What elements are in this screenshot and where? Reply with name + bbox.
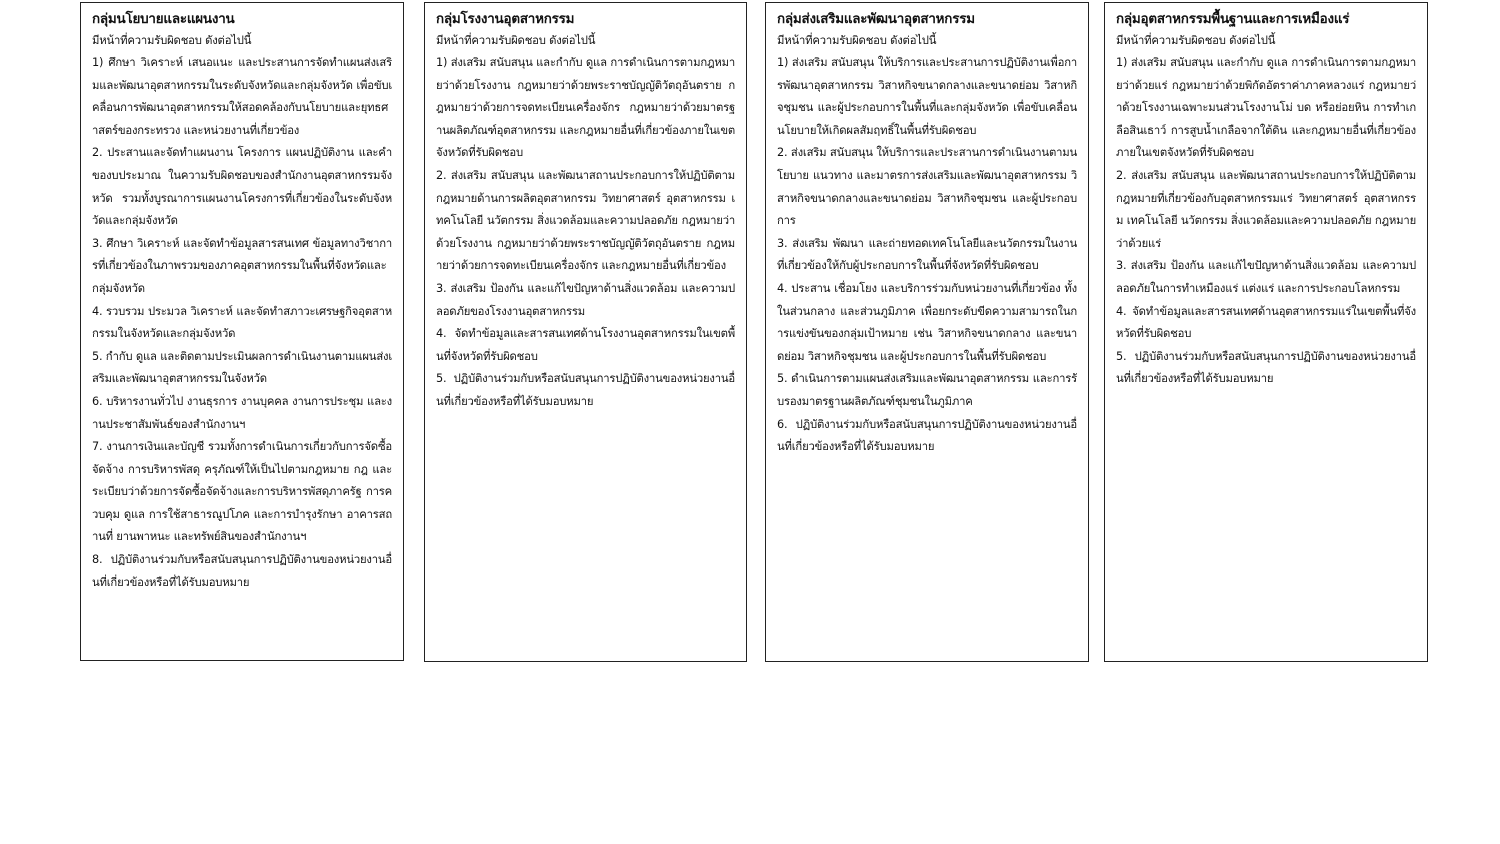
duty-item: 2. ส่งเสริม สนับสนุน และพัฒนาสถานประกอบการให้ปฏิบัติตามกฎหมายที่เกี่ยวข้องกับอุตสาหกรรมแร่ วิทยาศาสตร์ อุตสาหกรรม เทคโนโลยี นวัตกรรม สิ่งแวดล้อมและความปลอดภัย กฎหมายว่าด้วยแร่ [1116,168,1416,250]
duty-item: 2. ส่งเสริม สนับสนุน และพัฒนาสถานประกอบการให้ปฏิบัติตามกฎหมายด้านการผลิตอุตสาหกรรม วิทยาศาสตร์ อุตสาหกรรม เทคโนโลยี นวัตกรรม สิ่งแวดล้อมและความปลอดภัย กฎหมายว่าด้วยโรงงาน กฎหมายว่าด้วยพระราชบัญญัติวัตถุอันตราย กฎหมายว่าด้วยการจดทะเบียนเครื่องจักร และกฎหมายอื่นที่เกี่ยวข้อง [436,168,735,273]
duty-item: 6. ปฏิบัติงานร่วมกับหรือสนับสนุนการปฏิบัติงานของหน่วยงานอื่นที่เกี่ยวข้องหรือที่ได้รับมอบหมาย [777,417,1077,454]
panel-title: กลุ่มโรงงานอุตสาหกรรม [436,12,575,27]
duty-list [436,52,735,414]
duty-list [777,52,1077,459]
duty-item: 3. ส่งเสริม ป้องกัน และแก้ไขปัญหาด้านสิ่งแวดล้อม และความปลอดภัยของโรงงานอุตสาหกรรม [436,281,735,318]
panel-title: กลุ่มอุตสาหกรรมพื้นฐานและการเหมืองแร่ [1116,12,1350,27]
duty-item: 5. กำกับ ดูแล และติดตามประเมินผลการดำเนินงานตามแผนส่งเสริมและพัฒนาอุตสาหกรรมในจังหวัด [92,349,392,386]
duty-item: 4. รวบรวม ประมวล วิเคราะห์ และจัดทำสภาวะเศรษฐกิจอุตสาหกรรมในจังหวัดและกลุ่มจังหวัด [92,304,392,341]
panel-title: กลุ่มส่งเสริมและพัฒนาอุตสาหกรรม [777,12,975,27]
panel-intro: มีหน้าที่ความรับผิดชอบ ดังต่อไปนี้ [92,34,252,47]
duty-item: 5. ปฏิบัติงานร่วมกับหรือสนับสนุนการปฏิบัติงานของหน่วยงานอื่นที่เกี่ยวข้องหรือที่ได้รับมอบหมาย [1116,349,1416,386]
duty-item: 2. ส่งเสริม สนับสนุน ให้บริการและประสานการดำเนินงานตามนโยบาย แนวทาง และมาตรการส่งเสริมและพัฒนาอุตสาหกรรม วิสาหกิจขนาดกลางและขนาดย่อม วิสาหกิจชุมชน และผู้ประกอบการ [777,146,1077,228]
duty-item: 7. งานการเงินและบัญชี รวมทั้งการดำเนินการเกี่ยวกับการจัดซื้อ จัดจ้าง การบริหารพัสดุ ครุภัณฑ์ให้เป็นไปตามกฎหมาย กฎ และระเบียบว่าด้วยการจัดซื้อจัดจ้างและการบริหารพัสดุภาครัฐ การควบคุม ดูแล การใช้สาธารณูปโภค และการบำรุงรักษา อาคารสถานที่ ยานพาหนะ และทรัพย์สินของสำนักงานฯ [92,440,392,544]
panel-basic-industry-mining [1104,2,1428,662]
duty-item: 4. ประสาน เชื่อมโยง และบริการร่วมกับหน่วยงานที่เกี่ยวข้อง ทั้งในส่วนกลาง และส่วนภูมิภาค เพื่อยกระดับขีดความสามารถในการแข่งขันของกลุ่มเป้าหมาย เช่น วิสาหกิจขนาดกลาง และขนาดย่อม วิสาหกิจชุมชน และผู้ประกอบการในพื้นที่รับผิดชอบ [777,281,1077,363]
duty-item: 1) ส่งเสริม สนับสนุน ให้บริการและประสานการปฏิบัติงานเพื่อการพัฒนาอุตสาหกรรม วิสาหกิจขนาดกลางและขนาดย่อม วิสาหกิจชุมชน และผู้ประกอบการในพื้นที่และกลุ่มจังหวัด เพื่อขับเคลื่อนนโยบายให้เกิดผลสัมฤทธิ์ในพื้นที่รับผิดชอบ [777,56,1077,137]
duty-item: 5. ปฏิบัติงานร่วมกับหรือสนับสนุนการปฏิบัติงานของหน่วยงานอื่นที่เกี่ยวข้องหรือที่ได้รับมอบหมาย [436,372,735,408]
duty-item: 2. ประสานและจัดทำแผนงาน โครงการ แผนปฏิบัติงาน และคำของบประมาณ ในความรับผิดชอบของสำนักงานอุตสาหกรรมจังหวัด รวมทั้งบูรณาการแผนงานโครงการที่เกี่ยวข้องในระดับจังหวัดและกลุ่มจังหวัด [92,146,392,228]
duty-item: 5. ดำเนินการตามแผนส่งเสริมและพัฒนาอุตสาหกรรม และการรับรองมาตรฐานผลิตภัณฑ์ชุมชนในภูมิภาค [777,372,1077,408]
duty-item: 1) ส่งเสริม สนับสนุน และกำกับ ดูแล การดำเนินการตามกฎหมายว่าด้วยแร่ กฎหมายว่าด้วยพิกัดอัตราค่าภาคหลวงแร่ กฎหมายว่าด้วยโรงงานเฉพาะมนส่วนโรงงานโม่ บด หรือย่อยหิน การทำเกลือสินเธาว์ การสูบน้ำเกลือจากใต้ดิน และกฎหมายอื่นที่เกี่ยวข้องภายในเขตจังหวัดที่รับผิดชอบ [1116,56,1416,160]
duty-item: 6. บริหารงานทั่วไป งานธุรการ งานบุคคล งานการประชุม และงานประชาสัมพันธ์ของสำนักงานฯ [92,394,392,431]
duty-item: 3. ส่งเสริม พัฒนา และถ่ายทอดเทคโนโลยีและนวัตกรรมในงานที่เกี่ยวข้องให้กับผู้ประกอบการในพื้นที่จังหวัดที่รับผิดชอบ [777,236,1077,273]
panel-industrial-factories [424,2,747,662]
duty-list [1116,52,1416,391]
duty-item: 4. จัดทำข้อมูลและสารสนเทศด้านโรงงานอุตสาหกรรมในเขตพื้นที่จังหวัดที่รับผิดชอบ [436,327,735,363]
panel-intro: มีหน้าที่ความรับผิดชอบ ดังต่อไปนี้ [777,34,937,47]
panel-policy-planning [80,2,404,661]
panel-industry-promotion [765,2,1089,662]
duty-item: 1) ศึกษา วิเคราะห์ เสนอแนะ และประสานการจัดทำแผนส่งเสริมและพัฒนาอุตสาหกรรมในระดับจังหวัดและกลุ่มจังหวัด เพื่อขับเคลื่อนการพัฒนาอุตสาหกรรมให้สอดคล้องกับนโยบายและยุทธศาสตร์ของกระทรวง และหน่วยงานที่เกี่ยวข้อง [92,56,392,137]
panel-intro: มีหน้าที่ความรับผิดชอบ ดังต่อไปนี้ [436,34,596,47]
duty-item: 1) ส่งเสริม สนับสนุน และกำกับ ดูแล การดำเนินการตามกฎหมายว่าด้วยโรงงาน กฎหมายว่าด้วยพระราชบัญญัติวัตถุอันตราย กฎหมายว่าด้วยการจดทะเบียนเครื่องจักร กฎหมายว่าด้วยมาตรฐานผลิตภัณฑ์อุตสาหกรรม และกฎหมายอื่นที่เกี่ยวข้องภายในเขตจังหวัดที่รับผิดชอบ [436,56,735,160]
duty-item: 4. จัดทำข้อมูลและสารสนเทศด้านอุตสาหกรรมแร่ในเขตพื้นที่จังหวัดที่รับผิดชอบ [1116,304,1416,341]
duty-item: 8. ปฏิบัติงานร่วมกับหรือสนับสนุนการปฏิบัติงานของหน่วยงานอื่นที่เกี่ยวข้องหรือที่ได้รับมอบหมาย [92,553,392,589]
duty-item: 3. ส่งเสริม ป้องกัน และแก้ไขปัญหาด้านสิ่งแวดล้อม และความปลอดภัยในการทำเหมืองแร่ แต่งแร่ และการประกอบโลหกรรม [1116,259,1416,295]
panel-intro: มีหน้าที่ความรับผิดชอบ ดังต่อไปนี้ [1116,34,1276,47]
panel-title: กลุ่มนโยบายและแผนงาน [92,12,235,27]
duty-item: 3. ศึกษา วิเคราะห์ และจัดทำข้อมูลสารสนเทศ ข้อมูลทางวิชาการที่เกี่ยวข้องในภาพรวมของภาคอุตสาหกรรมในพื้นที่จังหวัดและกลุ่มจังหวัด [92,236,392,295]
duty-list [92,52,392,594]
